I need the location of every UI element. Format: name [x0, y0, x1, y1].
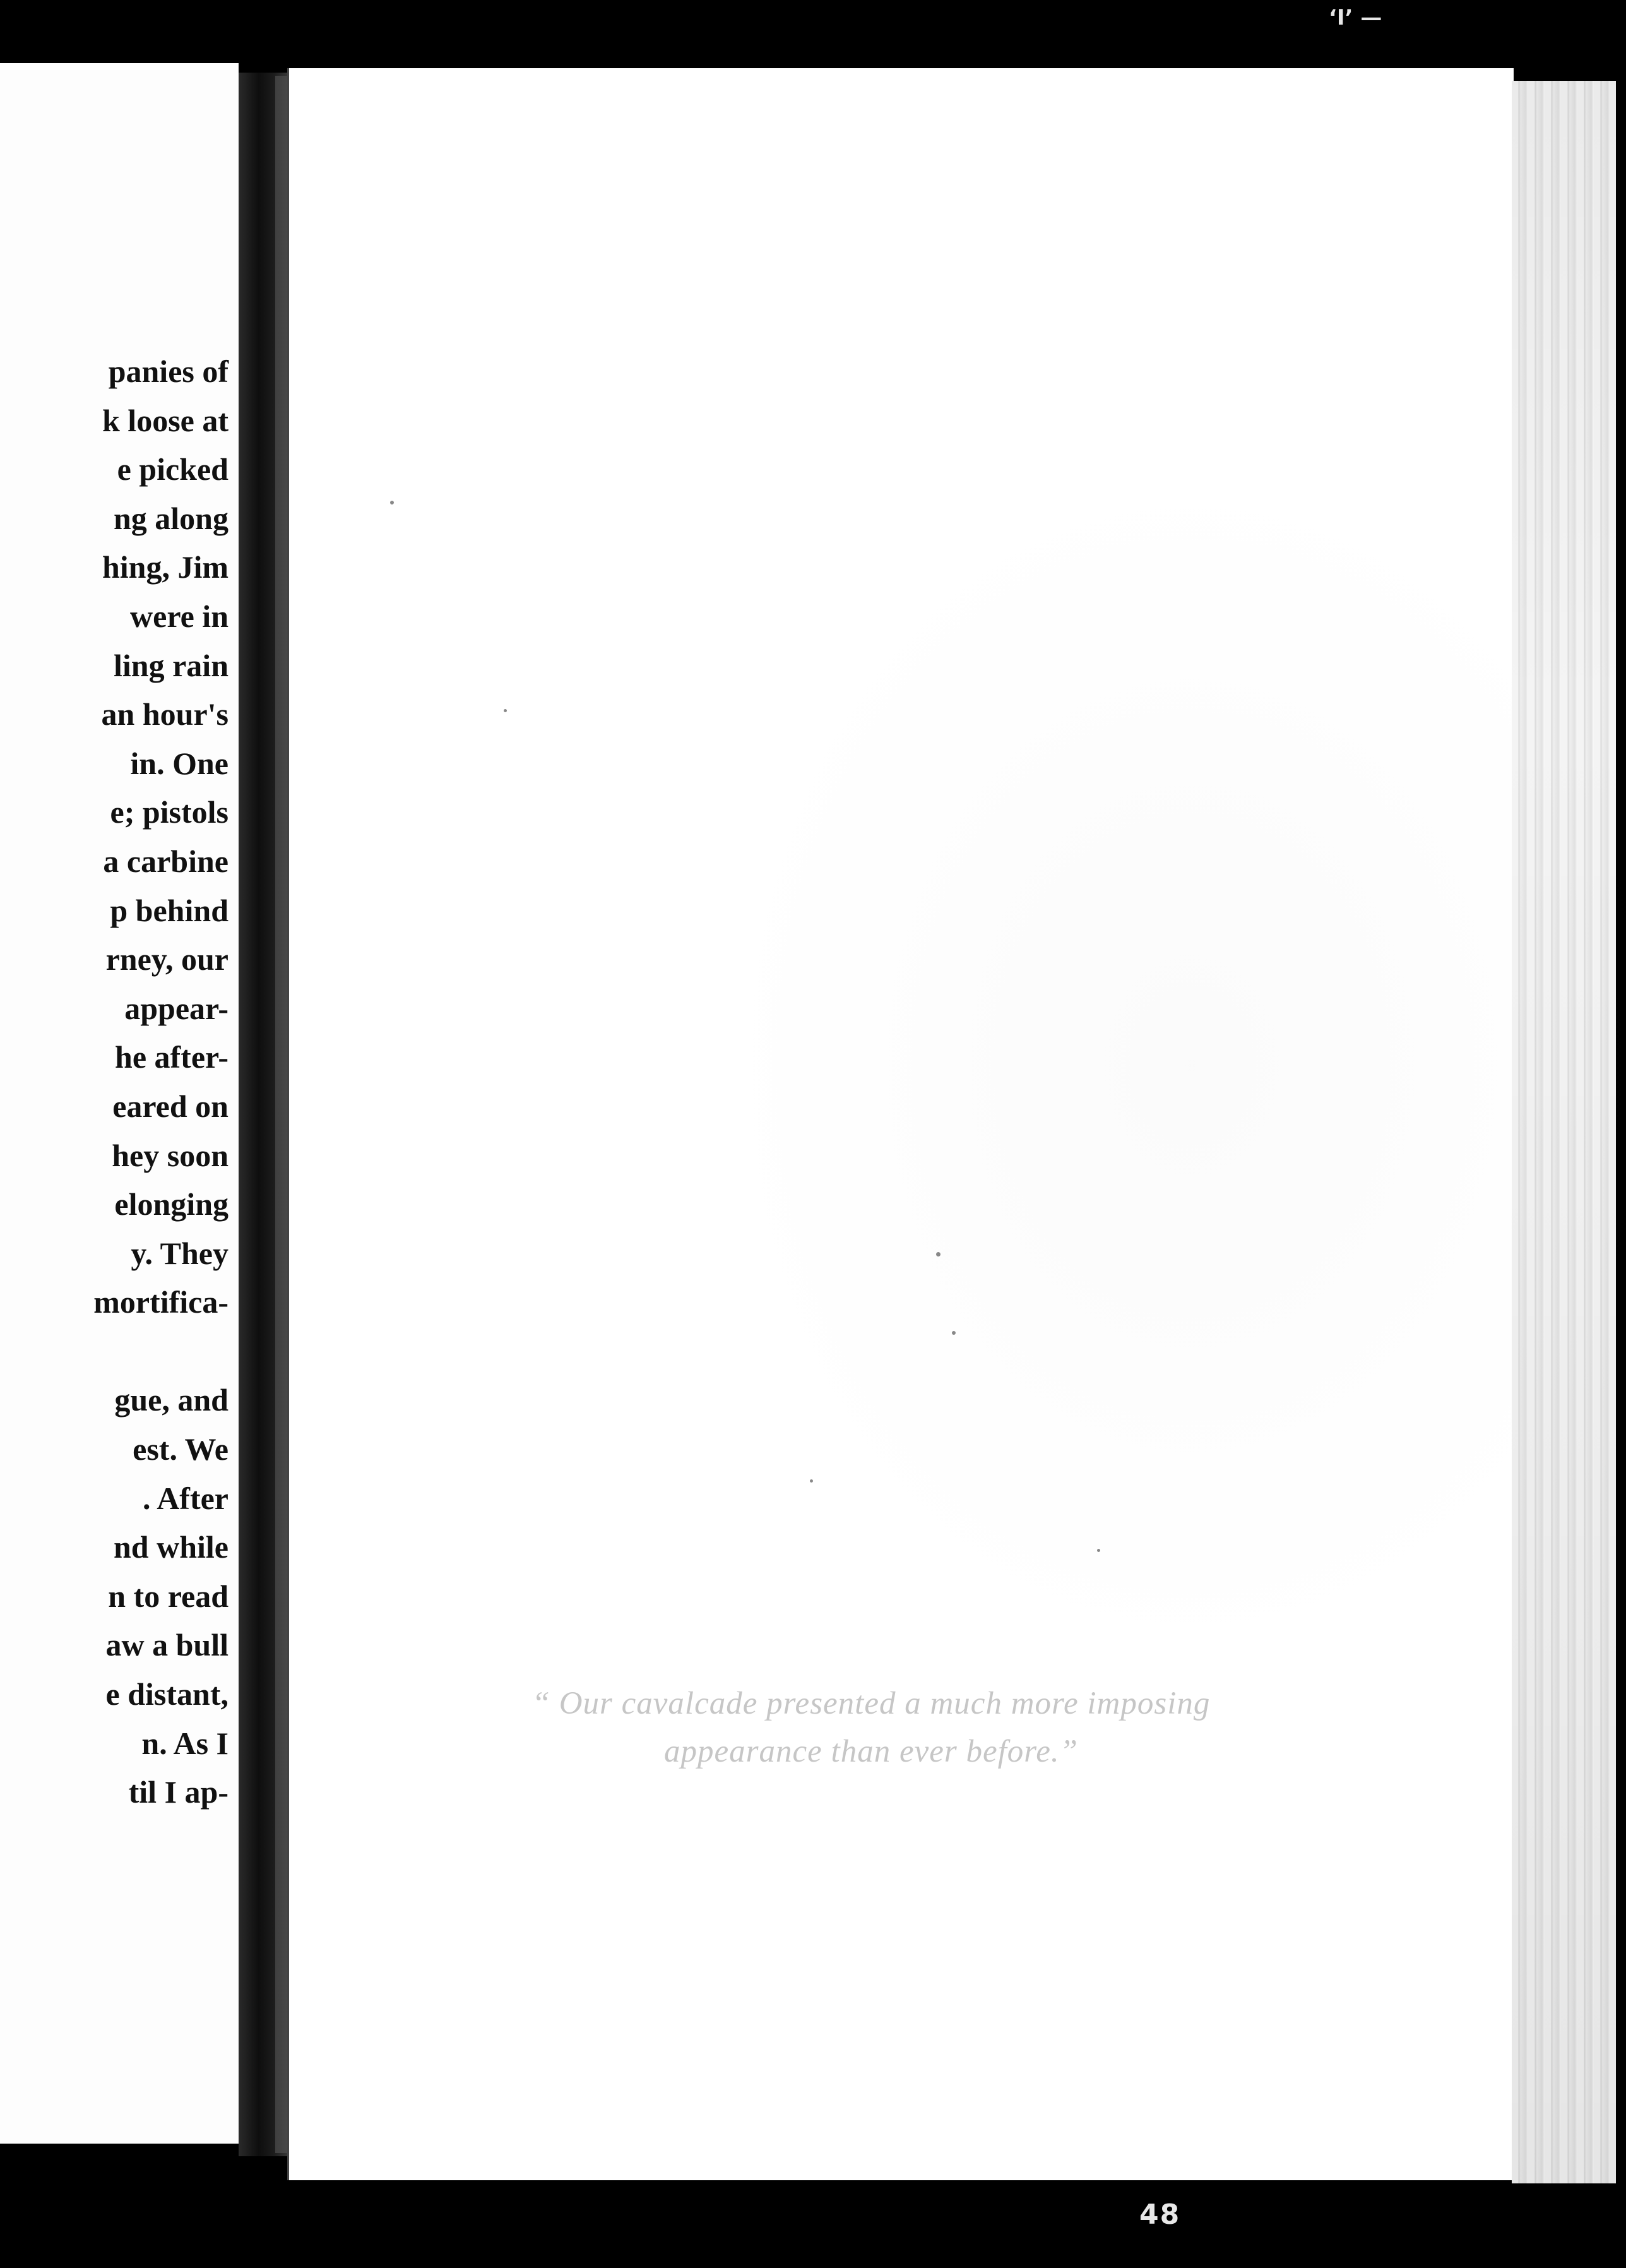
speck: [504, 709, 507, 712]
text-line: elonging: [114, 1186, 228, 1222]
caption-line-2: appearance than ever before.”: [664, 1734, 1078, 1769]
text-line: nd while: [113, 1529, 228, 1565]
text-line: n to read: [108, 1578, 228, 1614]
text-line: k loose at: [102, 402, 228, 438]
speck: [810, 1479, 813, 1483]
text-line: p behind: [110, 892, 228, 928]
paragraph-gap: [0, 1327, 228, 1376]
text-line: est. We: [133, 1431, 228, 1467]
text-line: ling rain: [114, 647, 228, 683]
left-page: [0, 63, 239, 2144]
text-line: a carbine: [103, 843, 228, 879]
text-line: e distant,: [105, 1676, 228, 1712]
gutter-edge: [275, 76, 288, 2153]
text-line: eared on: [112, 1088, 228, 1124]
text-line: y. They: [131, 1235, 228, 1271]
text-line: in. One: [130, 745, 228, 781]
text-line: hing, Jim: [102, 549, 228, 585]
text-line: gue, and: [114, 1382, 228, 1418]
text-line: mortifica-: [93, 1284, 228, 1320]
text-line: he after-: [115, 1039, 228, 1075]
text-line: ng along: [113, 500, 228, 536]
text-line: hey soon: [112, 1137, 228, 1173]
speck: [1097, 1549, 1100, 1552]
caption-line-1: “ Our cavalcade presented a much more imposing: [531, 1686, 1211, 1721]
plate-page: [287, 68, 1514, 2180]
text-line: . After: [142, 1480, 228, 1516]
speck: [390, 501, 394, 504]
plate-caption: [442, 1680, 1300, 1776]
left-page-text: [0, 347, 228, 1817]
bottom-scan-mark: 48: [1139, 2199, 1181, 2231]
text-line: rney, our: [105, 941, 228, 977]
text-line: appear-: [124, 990, 228, 1026]
text-line: til I ap-: [128, 1774, 228, 1810]
text-line: aw a bull: [105, 1627, 228, 1663]
text-line: were in: [130, 598, 228, 634]
text-line: an hour's: [101, 696, 228, 732]
text-line: panies of: [108, 354, 228, 389]
top-scan-mark: ‘I’ —: [1329, 5, 1382, 30]
text-line: n. As I: [141, 1725, 228, 1761]
page-edges-shade: [1512, 81, 1616, 2183]
text-line: e; pistols: [110, 794, 228, 830]
text-line: e picked: [117, 451, 228, 487]
speck: [936, 1252, 941, 1256]
speck: [952, 1331, 956, 1335]
faded-illustration: [718, 466, 1626, 1666]
